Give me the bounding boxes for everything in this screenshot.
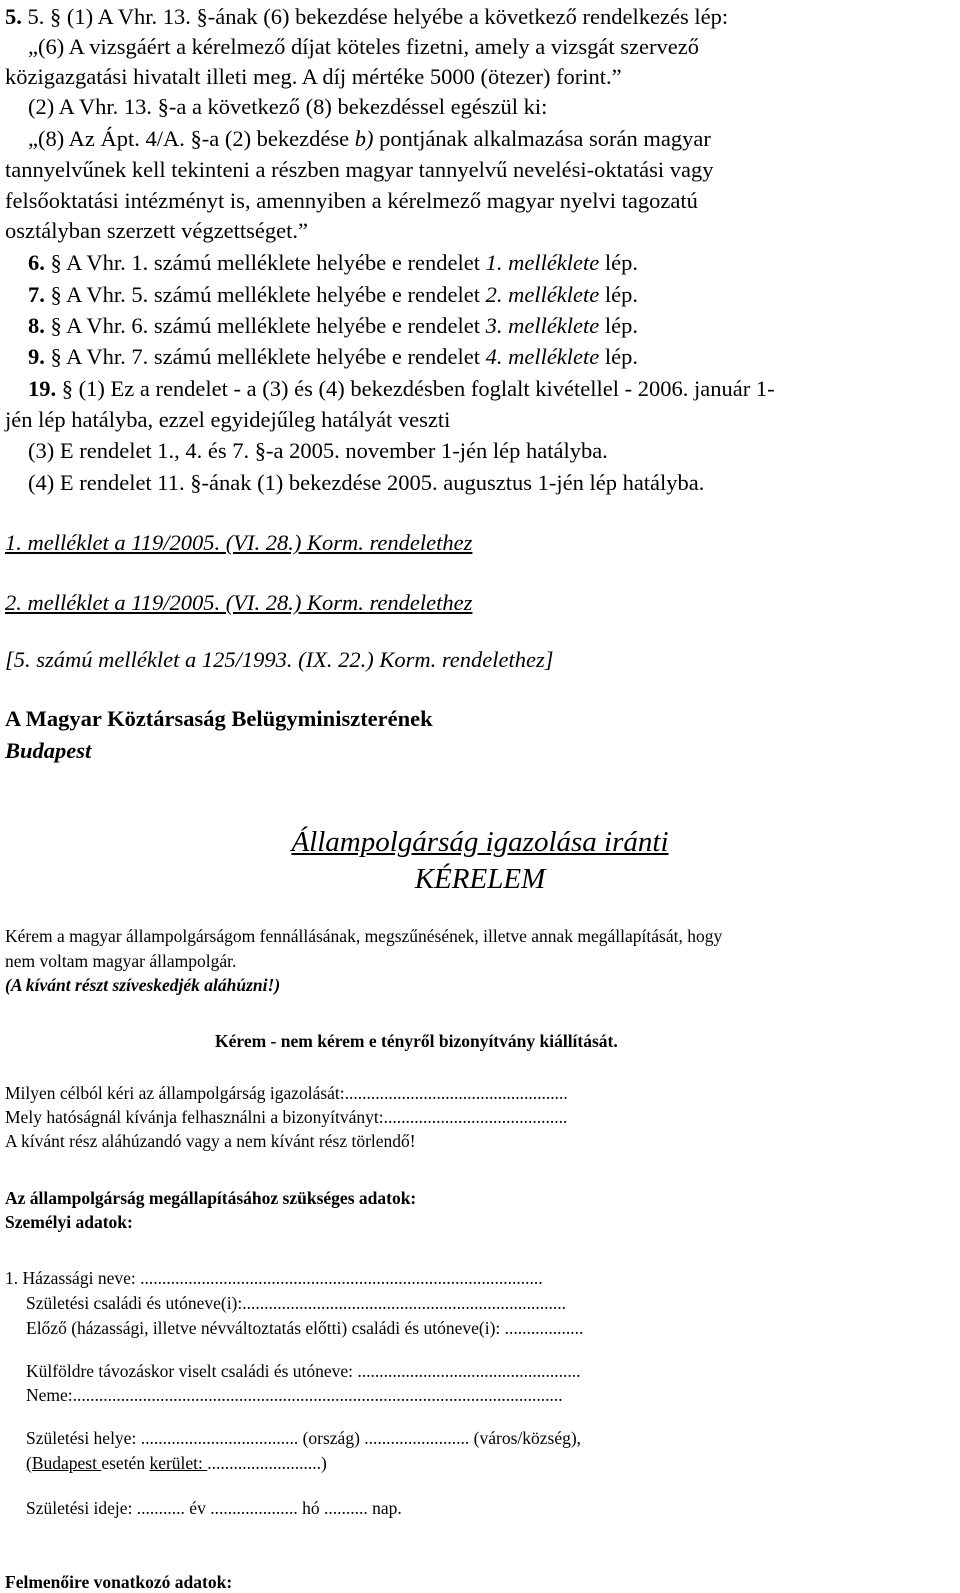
sex-field[interactable]: Neme:................................................................................................................ <box>26 1385 563 1405</box>
line-14: jén lép hatályba, ezzel egyidejűleg hatályát veszti <box>5 407 451 432</box>
line-12a: § A Vhr. 7. számú melléklete helyébe e rendelet <box>44 344 486 369</box>
line-11b: lép. <box>599 313 639 338</box>
form-note-text: (A kívánt részt szíveskedjék aláhúzni!) <box>5 975 281 995</box>
line-5b: b) <box>354 126 374 151</box>
section-heading-personal <box>0 1211 960 1233</box>
certificate-request-text: Kérem - nem kérem e tényről bizonyítvány kiállítását. <box>215 1031 618 1051</box>
section-heading-ancestors-text: Felmenőire vonatkozó adatok: <box>5 1572 233 1592</box>
instruction-text: A kívánt rész aláhúzandó vagy a nem kívánt rész törlendő! <box>5 1131 416 1151</box>
line-10a: § A Vhr. 5. számú melléklete helyébe e rendelet <box>44 282 486 307</box>
section-heading-personal-text: Személyi adatok: <box>5 1212 133 1232</box>
district-kerulet: kerület: <box>149 1453 208 1473</box>
text-line <box>0 342 960 372</box>
form-title-text: Állampolgárság igazolása iránti <box>291 826 669 858</box>
emigration-name-field[interactable]: Külföldre távozáskor viselt családi és utóneve: ................................................... <box>26 1361 581 1381</box>
line-16: (4) E rendelet 11. §-ának (1) bekezdése 2005. augusztus 1-jén lép hatályba. <box>28 470 705 495</box>
line-12b: lép. <box>599 344 639 369</box>
line-12-italic: 4. melléklete <box>485 344 600 369</box>
line-10-italic: 2. melléklete <box>485 282 600 307</box>
line-2: „(6) A vizsgáért a kérelmező díjat köteles fizetni, amely a vizsgát szervező <box>28 34 699 59</box>
form-paragraph-1: Kérem a magyar állampolgárságom fennállásának, megszűnésének, illetve annak megállapítását, hogy <box>5 926 723 946</box>
annex-5-heading <box>0 645 960 675</box>
line-13a: § (1) Ez a rendelet - a (3) és (4) bekezdésben foglalt kivétellel - 2006. január 1- <box>56 376 775 401</box>
addressee <box>0 704 960 734</box>
addressee-text: A Magyar Köztársaság Belügyminiszterének <box>5 706 433 731</box>
text-line <box>0 280 960 310</box>
text-line <box>0 124 960 154</box>
para-num-7: 7. <box>28 282 45 307</box>
annex-2-text: 2. melléklet a 119/2005. (VI. 28.) Korm. rendelethez <box>5 590 473 615</box>
district-budapest: (Budapest <box>26 1453 102 1473</box>
district-dots: ..........................) <box>207 1453 327 1473</box>
line-8: osztályban szerzett végzettséget.” <box>5 218 308 243</box>
form-title <box>0 824 960 860</box>
section-heading-ancestors <box>0 1571 960 1593</box>
annex-1-link[interactable] <box>0 528 960 558</box>
purpose-field[interactable]: Milyen célból kéri az állampolgárság igazolását:................................................... <box>5 1083 568 1103</box>
line-11a: § A Vhr. 6. számú melléklete helyébe e rendelet <box>44 313 486 338</box>
line-5a: „(8) Az Ápt. 4/A. §-a (2) bekezdése <box>28 126 355 151</box>
line-15: (3) E rendelet 1., 4. és 7. §-a 2005. november 1-jén lép hatályba. <box>28 438 608 463</box>
annex-2-link[interactable] <box>0 588 960 618</box>
text-line <box>0 311 960 341</box>
line-3: közigazgatási hivatalt illeti meg. A díj mértéke 5000 (ötezer) forint.” <box>5 64 622 89</box>
line-4: (2) A Vhr. 13. §-a a következő (8) bekezdéssel egészül ki: <box>28 94 548 119</box>
line-5c: pontjának alkalmazása során magyar <box>373 126 711 151</box>
annex-5-text: [5. számú melléklet a 125/1993. (IX. 22.) Korm. rendelethez] <box>5 647 554 672</box>
form-paragraph-2: nem voltam magyar állampolgár. <box>5 951 237 971</box>
previous-name-field[interactable]: Előző (házassági, illetve névváltoztatás előtti) családi és utóneve(i): .................. <box>26 1318 584 1338</box>
line-9-italic: 1. melléklete <box>485 250 600 275</box>
certificate-request[interactable] <box>0 1030 960 1052</box>
line-9a: § A Vhr. 1. számú melléklete helyébe e rendelet <box>44 250 486 275</box>
authority-field[interactable]: Mely hatóságnál kívánja felhasználni a bizonyítványt:.......................................... <box>5 1107 568 1127</box>
form-title-2 <box>0 861 960 897</box>
para-num-6: 6. <box>28 250 45 275</box>
form-note <box>0 974 960 996</box>
city <box>0 736 960 766</box>
married-name-field[interactable]: 1. Házassági neve: ............................................................................................ <box>5 1268 543 1288</box>
text-line <box>0 248 960 278</box>
birth-name-field[interactable]: Születési családi és utóneve(i):.......................................................................... <box>26 1293 566 1313</box>
line-1: 5. § (1) A Vhr. 13. §-ának (6) bekezdése helyébe a következő rendelkezés lép: <box>27 4 729 29</box>
section-heading-data-text: Az állampolgárság megállapításához szükséges adatok: <box>5 1188 417 1208</box>
para-num-9: 9. <box>28 344 45 369</box>
line-9b: lép. <box>599 250 639 275</box>
text-line: 5. 5. § (1) A Vhr. 13. §-ának (6) bekezdése helyébe a következő rendelkezés lép: <box>5 4 729 29</box>
city-text: Budapest <box>5 738 92 763</box>
para-num-19: 19. <box>28 376 57 401</box>
section-heading-data <box>0 1187 960 1209</box>
line-7: felsőoktatási intézményt is, amennyiben a kérelmező magyar nyelvi tagozatú <box>5 188 698 213</box>
district-esetén: esetén <box>101 1453 150 1473</box>
district-field[interactable] <box>0 1452 960 1474</box>
form-title-2-text: KÉRELEM <box>414 863 546 895</box>
annex-1-text: 1. melléklet a 119/2005. (VI. 28.) Korm. rendelethez <box>5 530 473 555</box>
line-6: tannyelvűnek kell tekinteni a részben magyar tannyelvű nevelési-oktatási vagy <box>5 157 714 182</box>
line-11-italic: 3. melléklete <box>485 313 600 338</box>
line-10b: lép. <box>599 282 639 307</box>
text-line <box>0 374 960 404</box>
birthdate-field[interactable]: Születési ideje: ........... év .................... hó .......... nap. <box>26 1498 402 1518</box>
birthplace-field[interactable]: Születési helye: .................................... (ország) ........................ (város/község), <box>26 1428 582 1448</box>
para-num-8: 8. <box>28 313 45 338</box>
